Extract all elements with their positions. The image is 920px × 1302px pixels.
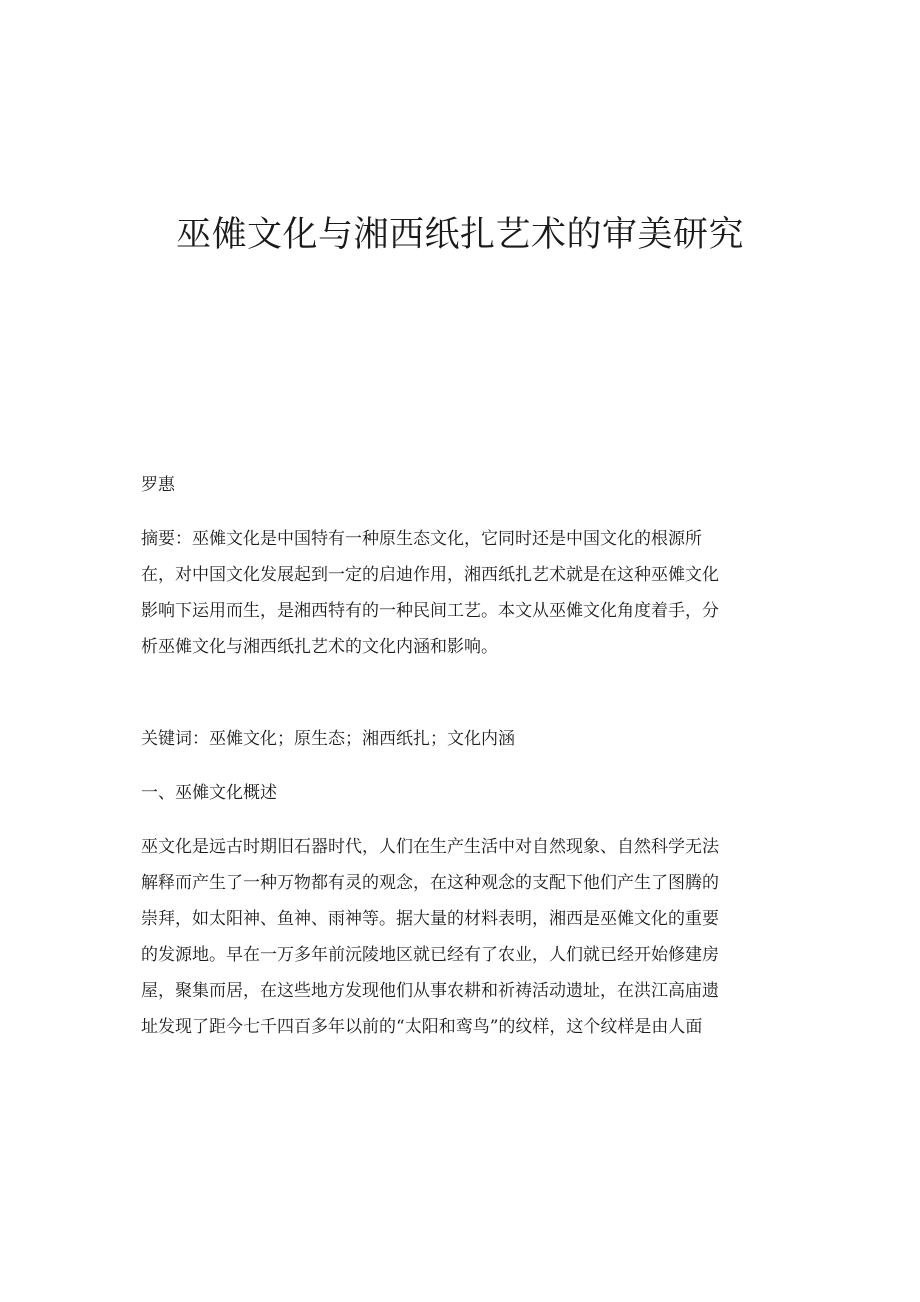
abstract-line: 析巫傩文化与湘西纸扎艺术的文化内涵和影响。 (141, 637, 498, 657)
abstract-paragraph (141, 521, 775, 665)
paragraph-line: 的发源地。早在一万多年前沅陵地区就已经有了农业，人们就已经开始修建房 (141, 945, 719, 965)
author-name: 罗惠 (141, 475, 175, 495)
abstract-line: 摘要：巫傩文化是中国特有一种原生态文化，它同时还是中国文化的根源所 (141, 529, 702, 549)
keywords-line: 关键词：巫傩文化；原生态；湘西纸扎；文化内涵 (141, 729, 515, 749)
paragraph-line: 解释而产生了一种万物都有灵的观念，在这种观念的支配下他们产生了图腾的 (141, 873, 719, 893)
paragraph-line: 屋，聚集而居，在这些地方发现他们从事农耕和祈祷活动遗址，在洪江高庙遗 (141, 981, 719, 1001)
body-paragraph (141, 829, 775, 1045)
abstract-line: 在，对中国文化发展起到一定的启迪作用，湘西纸扎艺术就是在这种巫傩文化 (141, 565, 719, 585)
section-heading: 一、巫傩文化概述 (141, 783, 277, 803)
document-title: 巫傩文化与湘西纸扎艺术的审美研究 (175, 215, 744, 255)
paragraph-line: 崇拜，如太阳神、鱼神、雨神等。据大量的材料表明，湘西是巫傩文化的重要 (141, 909, 719, 929)
paragraph-line: 址发现了距今七千四百多年以前的“太阳和鸾鸟”的纹样，这个纹样是由人面 (141, 1017, 703, 1037)
paragraph-line: 巫文化是远古时期旧石器时代，人们在生产生活中对自然现象、自然科学无法 (141, 837, 719, 857)
abstract-line: 影响下运用而生，是湘西特有的一种民间工艺。本文从巫傩文化角度着手，分 (141, 601, 719, 621)
